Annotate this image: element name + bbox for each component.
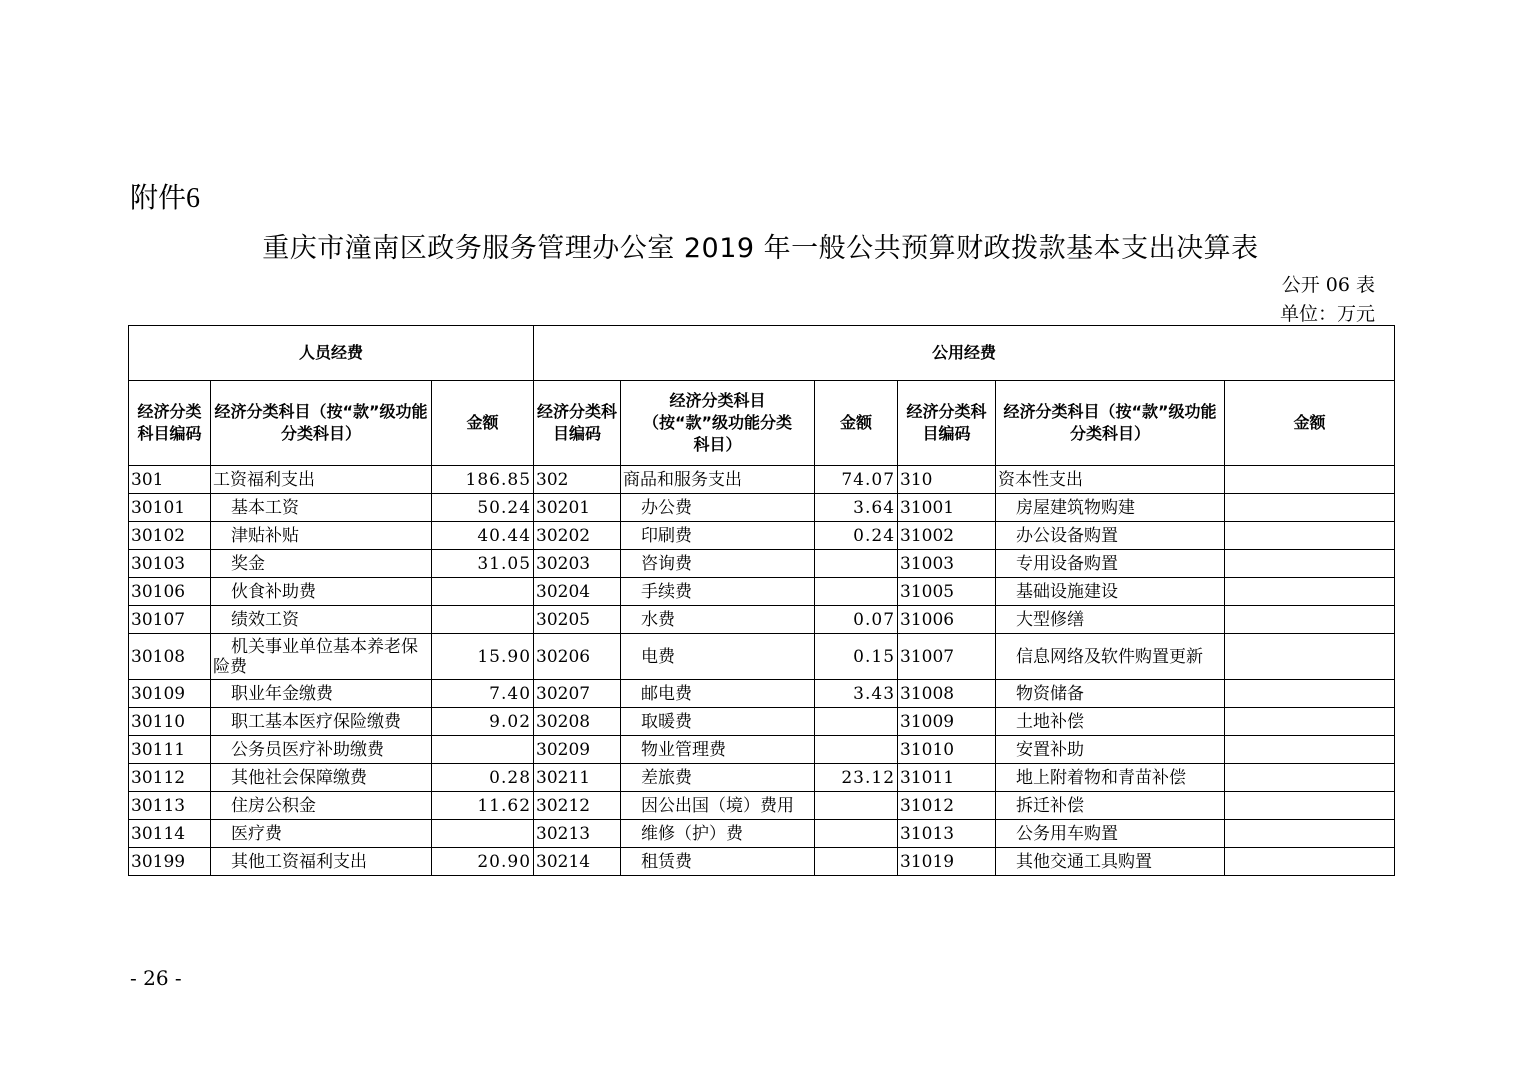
cell-code: 30103 <box>129 550 211 578</box>
header-name: 经济分类科目（按“款”级功能分类科目） <box>996 381 1225 466</box>
cell-code: 310 <box>898 466 996 494</box>
cell-amount: 20.90 <box>432 848 534 876</box>
cell-code: 30202 <box>534 522 621 550</box>
cell-code: 30110 <box>129 708 211 736</box>
header-amount: 金额 <box>1225 381 1395 466</box>
cell-code: 30199 <box>129 848 211 876</box>
cell-amount <box>815 708 898 736</box>
cell-name: 安置补助 <box>996 736 1225 764</box>
cell-code: 30207 <box>534 680 621 708</box>
cell-amount <box>432 736 534 764</box>
group-public: 公用经费 <box>534 326 1395 381</box>
table-row <box>129 606 1395 634</box>
table-row <box>129 764 1395 792</box>
cell-amount <box>1225 634 1395 680</box>
cell-name: 地上附着物和青苗补偿 <box>996 764 1225 792</box>
cell-name: 信息网络及软件购置更新 <box>996 634 1225 680</box>
attachment-number: 6 <box>186 183 201 214</box>
cell-code: 31005 <box>898 578 996 606</box>
header-name: 经济分类科目（按“款”级功能分类科目） <box>211 381 432 466</box>
cell-amount <box>815 550 898 578</box>
cell-code: 31006 <box>898 606 996 634</box>
cell-code: 30107 <box>129 606 211 634</box>
cell-code: 30206 <box>534 634 621 680</box>
cell-code: 302 <box>534 466 621 494</box>
cell-name: 基础设施建设 <box>996 578 1225 606</box>
cell-amount <box>1225 848 1395 876</box>
cell-name: 电费 <box>621 634 815 680</box>
cell-amount: 23.12 <box>815 764 898 792</box>
cell-amount: 3.64 <box>815 494 898 522</box>
cell-code: 31002 <box>898 522 996 550</box>
cell-name: 公务员医疗补助缴费 <box>211 736 432 764</box>
cell-amount: 31.05 <box>432 550 534 578</box>
cell-amount <box>1225 606 1395 634</box>
cell-code: 30203 <box>534 550 621 578</box>
cell-code: 31001 <box>898 494 996 522</box>
cell-code: 31010 <box>898 736 996 764</box>
cell-code: 30108 <box>129 634 211 680</box>
table-row <box>129 848 1395 876</box>
page-number: - 26 - <box>130 966 182 990</box>
cell-amount <box>1225 680 1395 708</box>
cell-amount <box>1225 820 1395 848</box>
cell-name: 土地补偿 <box>996 708 1225 736</box>
cell-name: 工资福利支出 <box>211 466 432 494</box>
cell-amount: 11.62 <box>432 792 534 820</box>
cell-amount <box>432 820 534 848</box>
cell-code: 30114 <box>129 820 211 848</box>
cell-code: 301 <box>129 466 211 494</box>
cell-name: 物资储备 <box>996 680 1225 708</box>
cell-name: 伙食补助费 <box>211 578 432 606</box>
cell-amount: 0.07 <box>815 606 898 634</box>
table-row <box>129 466 1395 494</box>
cell-code: 30211 <box>534 764 621 792</box>
cell-name: 其他交通工具购置 <box>996 848 1225 876</box>
cell-amount: 0.15 <box>815 634 898 680</box>
cell-amount: 0.28 <box>432 764 534 792</box>
cell-code: 31013 <box>898 820 996 848</box>
cell-name: 大型修缮 <box>996 606 1225 634</box>
cell-code: 31003 <box>898 550 996 578</box>
cell-amount: 7.40 <box>432 680 534 708</box>
table-row <box>129 736 1395 764</box>
table-code: 公开 06 表 <box>1281 274 1375 296</box>
cell-amount <box>1225 708 1395 736</box>
table-row <box>129 708 1395 736</box>
cell-code: 31019 <box>898 848 996 876</box>
header-code: 经济分类科目编码 <box>534 381 621 466</box>
cell-name: 咨询费 <box>621 550 815 578</box>
cell-name: 租赁费 <box>621 848 815 876</box>
header-name: 经济分类科目（按“款”级功能分类科目） <box>621 381 815 466</box>
cell-amount <box>815 578 898 606</box>
cell-name: 住房公积金 <box>211 792 432 820</box>
cell-code: 30106 <box>129 578 211 606</box>
cell-name: 奖金 <box>211 550 432 578</box>
cell-name: 水费 <box>621 606 815 634</box>
cell-name: 资本性支出 <box>996 466 1225 494</box>
cell-name: 取暖费 <box>621 708 815 736</box>
header-code: 经济分类科目编码 <box>898 381 996 466</box>
table-row <box>129 820 1395 848</box>
cell-code: 30201 <box>534 494 621 522</box>
cell-code: 30205 <box>534 606 621 634</box>
cell-name: 绩效工资 <box>211 606 432 634</box>
cell-name: 邮电费 <box>621 680 815 708</box>
cell-amount <box>432 578 534 606</box>
cell-code: 31009 <box>898 708 996 736</box>
cell-amount: 9.02 <box>432 708 534 736</box>
cell-amount <box>1225 792 1395 820</box>
cell-amount <box>1225 466 1395 494</box>
cell-amount <box>1225 522 1395 550</box>
cell-name: 职工基本医疗保险缴费 <box>211 708 432 736</box>
cell-code: 30102 <box>129 522 211 550</box>
cell-amount <box>1225 550 1395 578</box>
cell-name: 其他社会保障缴费 <box>211 764 432 792</box>
cell-name: 差旅费 <box>621 764 815 792</box>
page-title: 重庆市潼南区政务服务管理办公室 2019 年一般公共预算财政拨款基本支出决算表 <box>262 233 1259 264</box>
cell-code: 30109 <box>129 680 211 708</box>
cell-name: 职业年金缴费 <box>211 680 432 708</box>
cell-code: 31007 <box>898 634 996 680</box>
cell-code: 30112 <box>129 764 211 792</box>
cell-name: 印刷费 <box>621 522 815 550</box>
cell-amount <box>1225 736 1395 764</box>
cell-amount: 74.07 <box>815 466 898 494</box>
cell-name: 拆迁补偿 <box>996 792 1225 820</box>
cell-code: 30113 <box>129 792 211 820</box>
table-row <box>129 578 1395 606</box>
table-row <box>129 522 1395 550</box>
cell-code: 30111 <box>129 736 211 764</box>
cell-name: 其他工资福利支出 <box>211 848 432 876</box>
table-row <box>129 550 1395 578</box>
cell-code: 30214 <box>534 848 621 876</box>
table-row <box>129 792 1395 820</box>
table-row <box>129 494 1395 522</box>
cell-amount: 0.24 <box>815 522 898 550</box>
cell-code: 30212 <box>534 792 621 820</box>
cell-name: 商品和服务支出 <box>621 466 815 494</box>
cell-name: 因公出国（境）费用 <box>621 792 815 820</box>
cell-amount <box>815 736 898 764</box>
cell-code: 30101 <box>129 494 211 522</box>
cell-amount <box>1225 578 1395 606</box>
cell-name: 医疗费 <box>211 820 432 848</box>
cell-name: 物业管理费 <box>621 736 815 764</box>
expenditure-table <box>128 325 1395 876</box>
table-row <box>129 680 1395 708</box>
cell-amount: 40.44 <box>432 522 534 550</box>
cell-code: 30209 <box>534 736 621 764</box>
group-personnel: 人员经费 <box>129 326 534 381</box>
cell-name: 手续费 <box>621 578 815 606</box>
cell-code: 30204 <box>534 578 621 606</box>
cell-amount: 15.90 <box>432 634 534 680</box>
cell-code: 31011 <box>898 764 996 792</box>
unit-label: 单位：万元 <box>1279 303 1375 325</box>
header-amount: 金额 <box>432 381 534 466</box>
cell-name: 维修（护）费 <box>621 820 815 848</box>
header-code: 经济分类科目编码 <box>129 381 211 466</box>
cell-code: 31008 <box>898 680 996 708</box>
cell-name: 基本工资 <box>211 494 432 522</box>
cell-name: 公务用车购置 <box>996 820 1225 848</box>
cell-name: 房屋建筑物购建 <box>996 494 1225 522</box>
cell-amount <box>1225 764 1395 792</box>
cell-amount <box>1225 494 1395 522</box>
cell-amount <box>815 792 898 820</box>
cell-name: 办公设备购置 <box>996 522 1225 550</box>
cell-amount: 3.43 <box>815 680 898 708</box>
cell-code: 31012 <box>898 792 996 820</box>
cell-amount: 50.24 <box>432 494 534 522</box>
attachment-label: 附件6 <box>130 181 201 214</box>
cell-name: 津贴补贴 <box>211 522 432 550</box>
cell-code: 30208 <box>534 708 621 736</box>
header-amount: 金额 <box>815 381 898 466</box>
cell-code: 30213 <box>534 820 621 848</box>
cell-amount <box>815 848 898 876</box>
cell-name: 办公费 <box>621 494 815 522</box>
cell-name: 专用设备购置 <box>996 550 1225 578</box>
cell-amount: 186.85 <box>432 466 534 494</box>
table-row <box>129 634 1395 680</box>
cell-amount <box>815 820 898 848</box>
cell-name: 机关事业单位基本养老保险费 <box>211 634 432 680</box>
cell-amount <box>432 606 534 634</box>
